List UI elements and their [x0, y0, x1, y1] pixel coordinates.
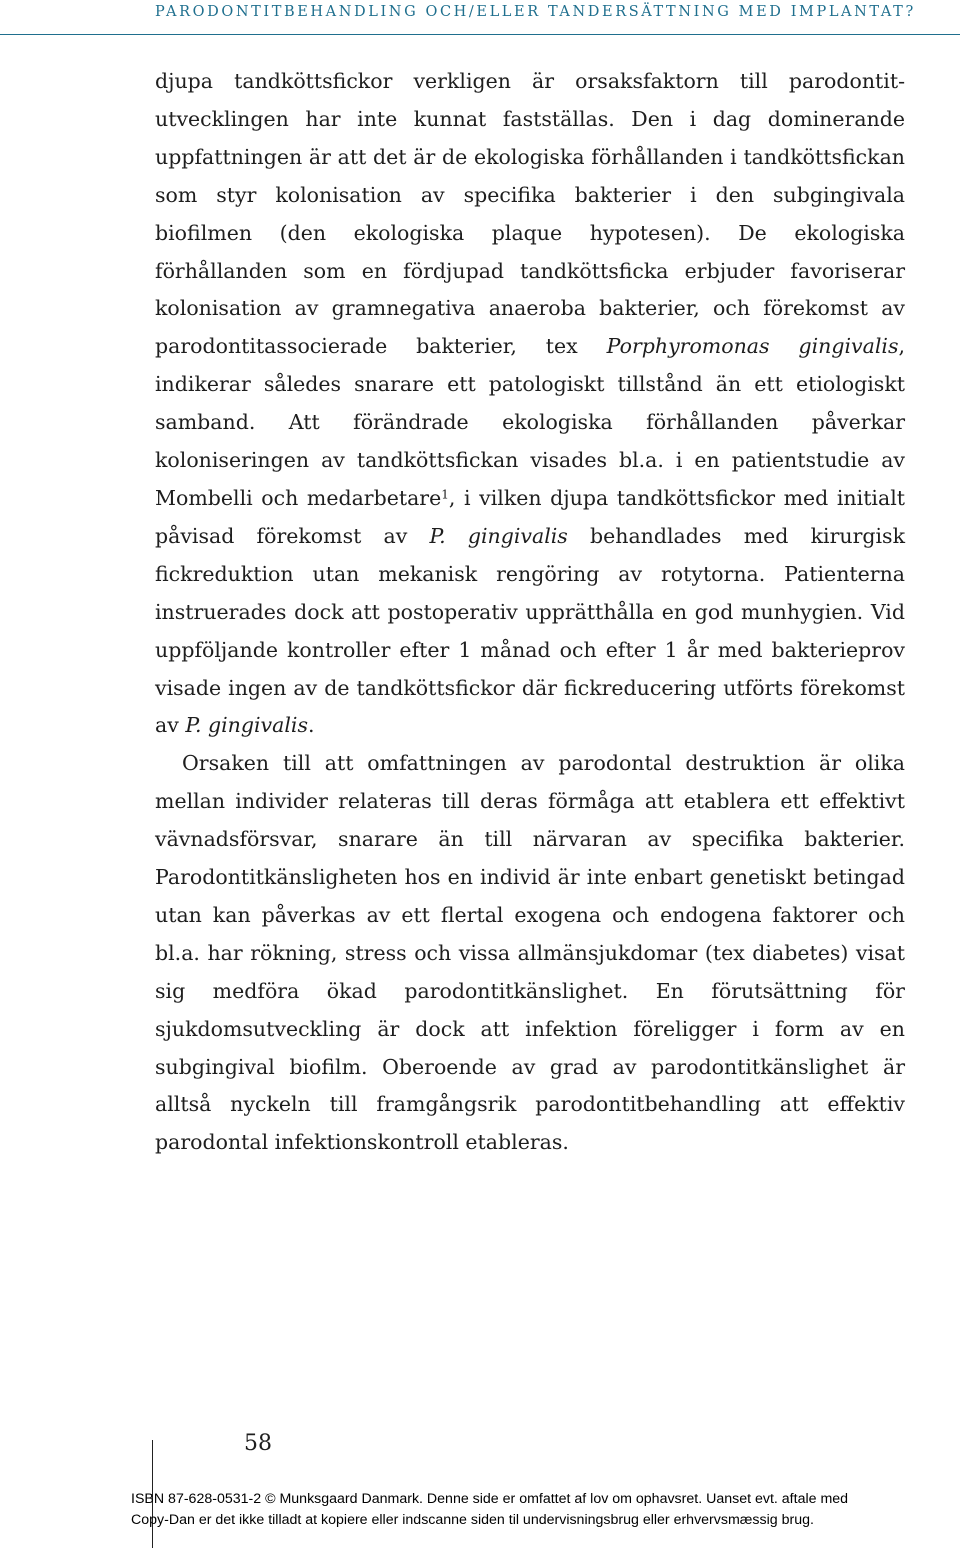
reference-superscript: 1: [441, 487, 449, 502]
paragraph-1-text-3: , i vilken djupa tandköttsfickor med initialt påvisad förekomst av: [155, 485, 905, 548]
species-name-italic: Porphyromonas gingivalis: [606, 334, 899, 359]
paragraph-2: Orsaken till att omfattningen av parodontal destruktion är olika mellan individer relateras till deras förmåga att etablera ett effektivt vävnadsförsvar, snarare än till närvaran av specifika bakterier. Parodontitkänsligheten hos en individ är inte enbart genetiskt betingad utan kan påverkas av ett flertal exogena och endogena faktorer och bl.a. har rökning, stress och vissa allmänsjukdomar (tex diabetes) visat sig medföra ökad parodontitkänslighet. En förutsättning för sjukdomsutveckling är dock att infektion föreligger i form av en subgingival biofilm. Oberoende av grad av parodontitkänslighet är alltså nyckeln till framgångsrik parodontitbehandling att effektiv parodontal infektionskontroll etableras.: [155, 751, 905, 1155]
paragraph-1-text-1: djupa tandköttsfickor verkligen är orsaksfaktorn till parodontitutvecklingen har inte kunnat fastställas. Den i dag dominerande uppfattningen är att det är de ekologiska förhållanden i tandköttsfickan som styr kolonisation av specifika bakterier i den subgingivala biofilmen (den ekologiska plaque hypotesen). De ekologiska förhållanden som en fördjupad tandköttsficka erbjuder favoriserar kolonisation av gramnegativa anaeroba bakterier, och förekomst av parodontitassocierade bakterier, tex: [155, 69, 905, 359]
running-header-title: PARODONTITBEHANDLING OCH/ELLER TANDERSÄTTNING MED IMPLANTAT?: [155, 4, 916, 20]
copyright-line-1: ISBN 87-628-0531-2 © Munksgaard Danmark. Denne side er omfattet af lov om ophavsret. Uanset evt. aftale med: [131, 1491, 849, 1507]
paragraph-1-text-5: .: [308, 713, 315, 738]
species-abbrev-italic-2: P. gingivalis: [185, 713, 308, 738]
paragraph-1-text-4: behandlades med kirurgisk fickreduktion utan mekanisk rengöring av rotytorna. Patienterna instruerades dock att postoperativ upprätthålla en god munhygien. Vid uppföljande kontroller efter 1 månad och efter 1 år med bakterieprov visade ingen av de tandköttsfickor där fickreducering utförts förekomst av: [155, 523, 905, 738]
paragraph-1: [155, 63, 905, 745]
header-rule: [0, 34, 960, 35]
species-abbrev-italic: P. gingivalis: [429, 523, 568, 548]
body-text: [155, 63, 905, 1162]
copyright-line-2: Copy-Dan er det ikke tilladt at kopiere eller indscanne siden til undervisningsbrug eller erhvervsmæssig brug.: [131, 1512, 814, 1528]
paragraph-1-text-2: , indikerar således snarare ett patologiskt tillstånd än ett etiologiskt samband. Att förändrade ekologiska förhållanden påverkar koloniseringen av tandköttsfickan visades bl.a. i en patientstudie av Mombelli och medarbetare: [155, 334, 905, 510]
page-number: 58: [244, 1431, 272, 1456]
copyright-notice: [131, 1489, 951, 1531]
